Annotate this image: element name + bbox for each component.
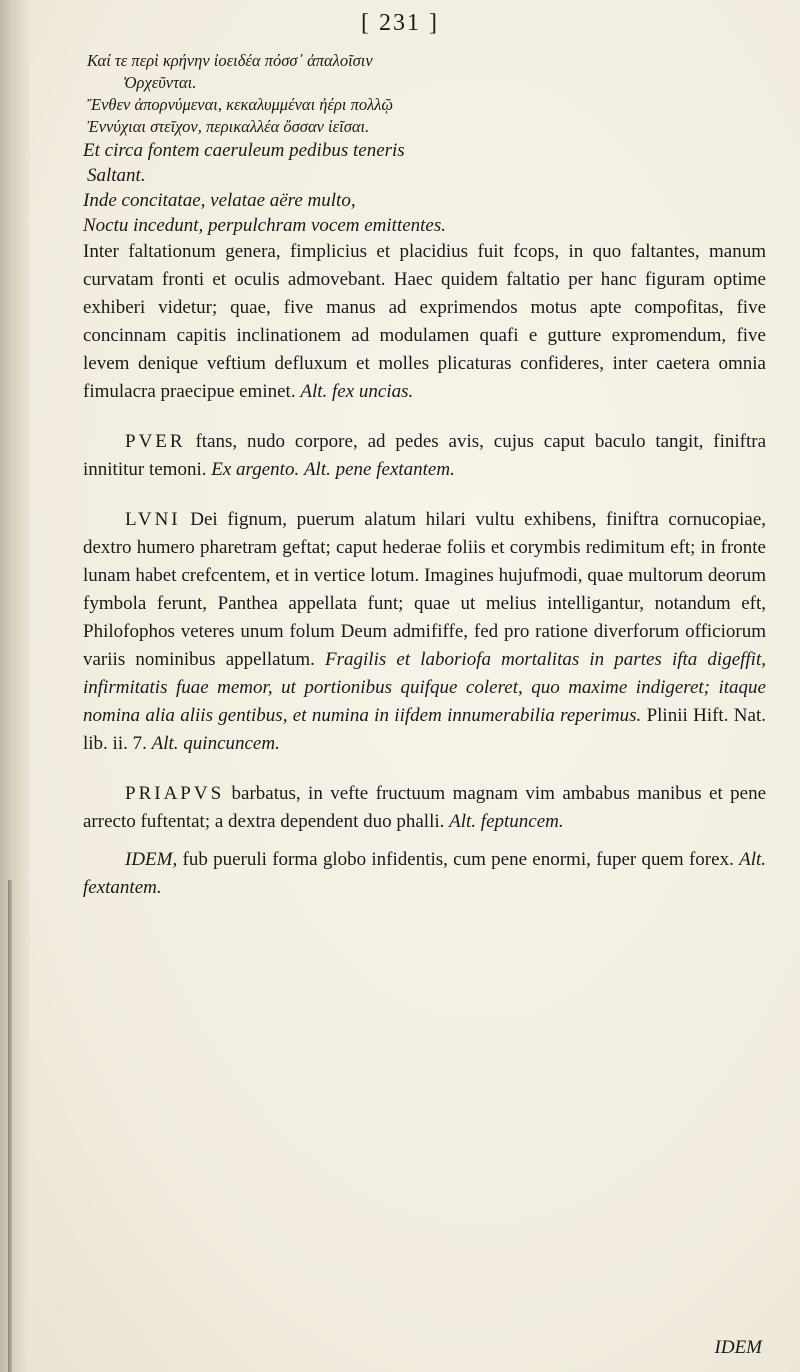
paragraph-idem-text: fub pueruli forma globo infidentis, cum pene enormi, fuper quem forex. bbox=[182, 849, 734, 870]
paragraph-idem bbox=[83, 846, 766, 902]
greek-line-4: Ἐννύχιαι στεῖχον, περικαλλέα ὄσσαν ἱεῖσαι. bbox=[87, 117, 370, 136]
paragraph-idem-alt: Alt. fextantem. bbox=[83, 849, 767, 898]
paragraph-luni-alt: Alt. quincuncem. bbox=[151, 733, 280, 754]
paragraph-puer-heading: PVER bbox=[125, 431, 186, 452]
paragraph-priapus-heading: PRIAPVS bbox=[125, 783, 225, 804]
greek-line-2: Ὀρχεῦνται. bbox=[123, 73, 197, 92]
paragraph-puer bbox=[83, 428, 766, 484]
latin-verse-1: Et circa fontem caeruleum pedibus teneris bbox=[83, 140, 405, 161]
latin-verse-4: Noctu incedunt, perpulchram vocem emittentes. bbox=[83, 215, 447, 236]
catchword: IDEM bbox=[714, 1337, 762, 1358]
paragraph-scops-text: Inter faltationum genera, fimplicius et placidius fuit fcops, in quo faltantes, manum curvatam fronti et oculis admovebant. Haec quidem faltatio per hanc figuram optime exhiberi videtur; quae, five manus ad exprimendos motus apte compofitas, five concinnam capitis inclinationem ad modulamen quafi e gutture expromendum, five levem denique veftium defluxum et molles plicaturas confideres, inter caetera omnia fimulacra praecipue eminet. bbox=[83, 241, 766, 402]
paragraph-puer-material: Ex argento. bbox=[211, 459, 300, 480]
paragraph-luni-heading: LVNI bbox=[125, 509, 181, 530]
paragraph-luni-citation: Plinii Hift. Nat. lib. ii. 7. bbox=[83, 705, 766, 754]
paragraph-luni-quote: Fragilis et laboriofa mortalitas in partes ifta digeffit, infirmitatis fuae memor, ut portionibus quifque coleret, quo maxime indigeret; itaque nomina alia aliis gentibus, et numina in iifdem innumerabilia reperimus. bbox=[83, 649, 766, 726]
binding-edge bbox=[8, 880, 12, 1372]
paragraph-priapus-text: barbatus, in vefte fructuum magnam vim ambabus manibus et pene arrecto fuftentat; a dextra dependent duo phalli. bbox=[83, 783, 767, 832]
page-body bbox=[83, 50, 766, 902]
latin-verse-3: Inde concitatae, velatae aëre multo, bbox=[83, 190, 356, 211]
paragraph-luni bbox=[83, 506, 766, 758]
paragraph-priapus bbox=[83, 780, 766, 836]
greek-line-1: Καί τε περὶ κρήνην ἰοειδέα πόσσ᾽ ἀπαλοῖσιν bbox=[87, 51, 373, 70]
paragraph-idem-heading: IDEM, bbox=[125, 849, 178, 870]
paragraph-priapus-alt: Alt. feptuncem. bbox=[449, 811, 564, 832]
page-number: [ 231 ] bbox=[361, 10, 439, 36]
paragraph-luni-text: Dei fignum, puerum alatum hilari vultu exhibens, finiftra cornucopiae, dextro humero pharetram geftat; caput hederae foliis et corymbis redimitum eft; in fronte lunam habet crefcentem, et in vertice lotum. Imagines hujufmodi, quae multorum deorum fymbola ferunt, Panthea appellata funt; quae ut melius intelligantur, notandum eft, Philofophos veteres unum folum Deum admififfe, fed pro ratione diverforum officiorum variis nominibus appellatum. bbox=[83, 509, 766, 670]
paragraph-scops bbox=[83, 238, 766, 406]
paragraph-puer-alt: Alt. pene fextantem. bbox=[303, 459, 455, 480]
greek-line-3: Ἔνθεν ἀπορνύμεναι, κεκαλυμμέναι ἠέρι πολλῷ bbox=[87, 95, 394, 114]
latin-verse-2: Saltant. bbox=[87, 165, 146, 186]
paragraph-scops-alt: Alt. fex uncias. bbox=[300, 381, 414, 402]
page-gutter bbox=[0, 0, 30, 1372]
paragraph-puer-text: ftans, nudo corpore, ad pedes avis, cujus caput baculo tangit, finiftra innititur temoni. bbox=[83, 431, 767, 480]
